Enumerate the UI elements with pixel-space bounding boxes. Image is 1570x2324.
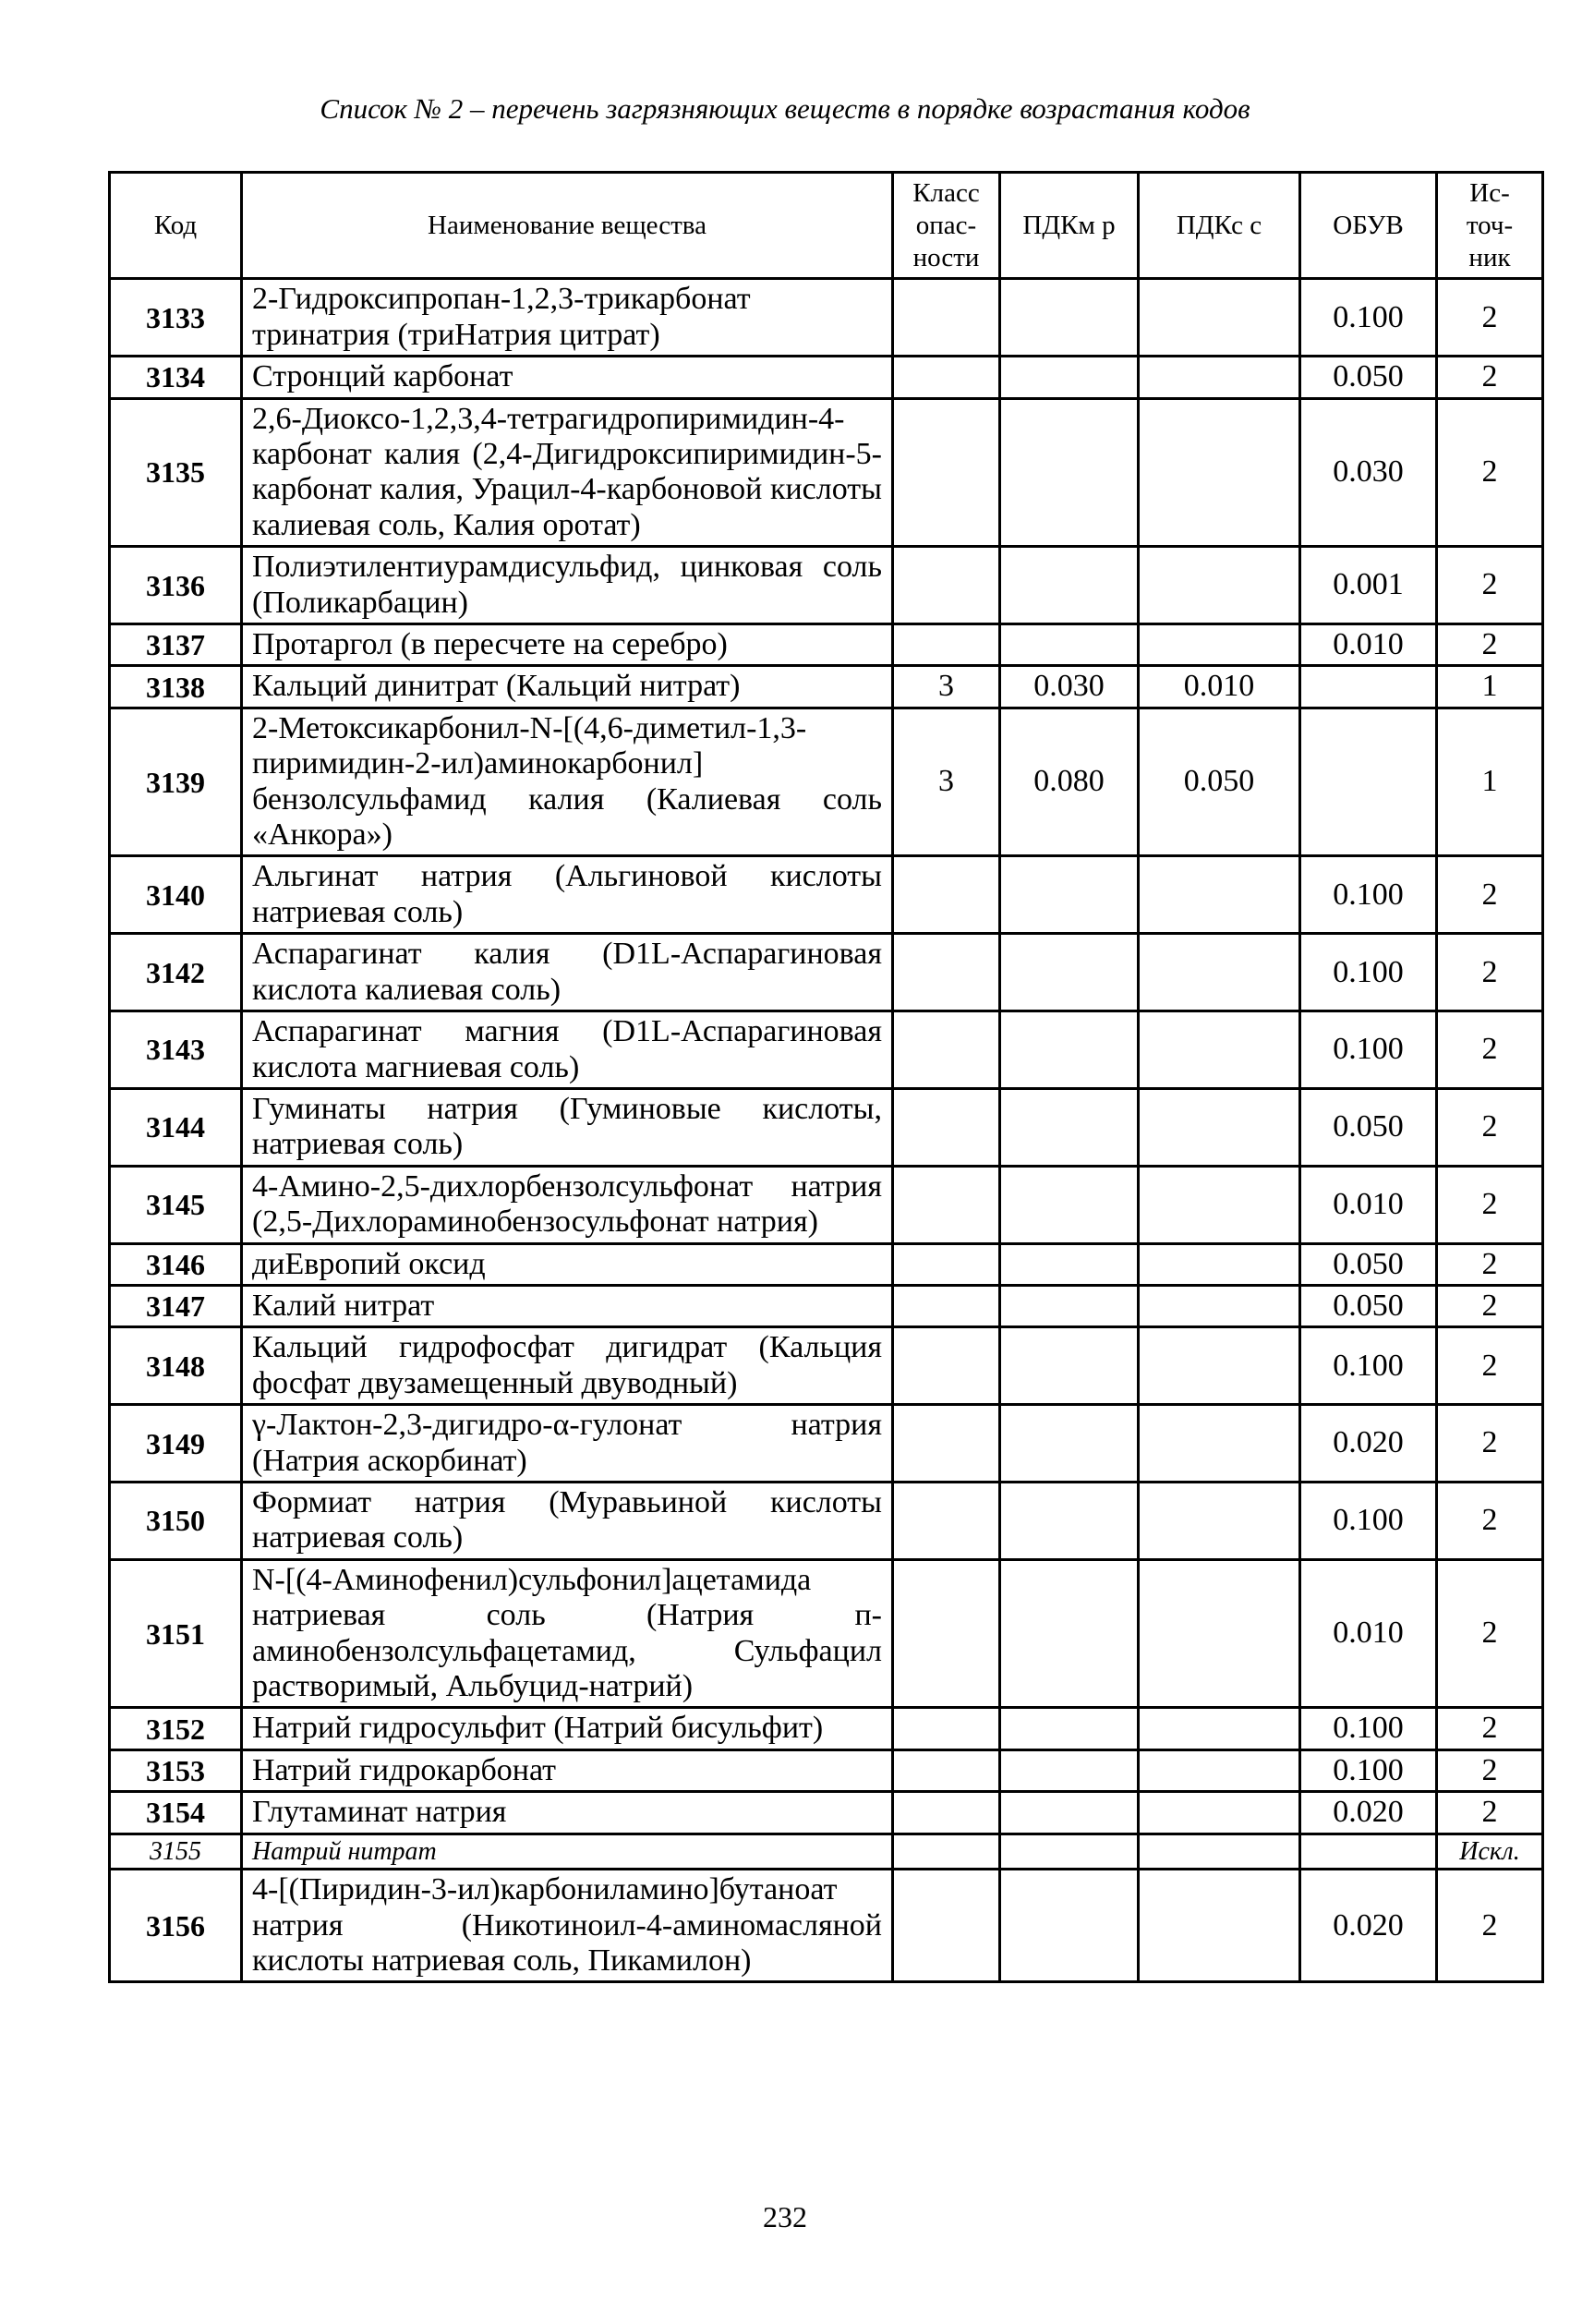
cell-pdk-ss (1139, 1559, 1300, 1708)
cell-code: 3147 (110, 1285, 242, 1326)
cell-code: 3154 (110, 1792, 242, 1834)
cell-hazard-class (893, 1088, 1000, 1166)
cell-hazard-class (893, 1243, 1000, 1285)
table-row (110, 666, 1543, 708)
cell-pdk-mr (1000, 1405, 1139, 1483)
cell-name: Натрий гидросульфит (Натрий бисульфит) (242, 1708, 893, 1749)
cell-code: 3134 (110, 357, 242, 398)
header-code: Код (110, 173, 242, 279)
cell-obuv (1300, 708, 1437, 856)
cell-pdk-ss (1139, 1243, 1300, 1285)
cell-name: Стронций карбонат (242, 357, 893, 398)
cell-source: 2 (1437, 1708, 1543, 1749)
cell-pdk-ss (1139, 1834, 1300, 1870)
table-row (110, 1834, 1543, 1870)
header-pdk-ss: ПДКс с (1139, 173, 1300, 279)
cell-obuv: 0.020 (1300, 1405, 1437, 1483)
cell-name: Полиэтилентиурамдисульфид, цинковая соль (Поликарбацин) (242, 547, 893, 624)
cell-obuv (1300, 1834, 1437, 1870)
cell-name: Кальций динитрат (Кальций нитрат) (242, 666, 893, 708)
cell-pdk-mr (1000, 547, 1139, 624)
cell-hazard-class (893, 1405, 1000, 1483)
cell-pdk-mr: 0.030 (1000, 666, 1139, 708)
cell-hazard-class (893, 1870, 1000, 1982)
cell-pdk-mr: 0.080 (1000, 708, 1139, 856)
table-row (110, 1559, 1543, 1708)
cell-name: Натрий нитрат (242, 1834, 893, 1870)
cell-pdk-ss (1139, 1011, 1300, 1089)
cell-obuv: 0.050 (1300, 1088, 1437, 1166)
cell-pdk-ss (1139, 547, 1300, 624)
cell-hazard-class (893, 1482, 1000, 1559)
cell-pdk-ss (1139, 934, 1300, 1011)
cell-name: Аспарагинат калия (D1L-Аспарагиновая кислота калиевая соль) (242, 934, 893, 1011)
table-row (110, 1405, 1543, 1483)
cell-code: 3153 (110, 1749, 242, 1791)
cell-pdk-mr (1000, 624, 1139, 666)
cell-name: Аспарагинат магния (D1L-Аспарагиновая кислота магниевая соль) (242, 1011, 893, 1089)
cell-name: диЕвропий оксид (242, 1243, 893, 1285)
cell-code: 3152 (110, 1708, 242, 1749)
cell-pdk-ss (1139, 1482, 1300, 1559)
cell-obuv: 0.030 (1300, 398, 1437, 547)
cell-obuv: 0.100 (1300, 934, 1437, 1011)
page-number: 232 (763, 2200, 807, 2233)
table-row (110, 1285, 1543, 1326)
cell-code: 3156 (110, 1870, 242, 1982)
cell-pdk-ss (1139, 1285, 1300, 1326)
cell-name: 4-[(Пиридин-3-ил)карбониламино]бутаноат натрия (Никотиноил-4-аминомасляной кислоты натриевая соль, Пикамилон) (242, 1870, 893, 1982)
cell-hazard-class: 3 (893, 708, 1000, 856)
cell-code: 3139 (110, 708, 242, 856)
cell-name: 2,6-Диоксо-1,2,3,4-тетрагидропиримидин-4-карбонат калия (2,4-Дигидроксипиримидин-5-карбонат калия, Урацил-4-карбоновой кислоты калиевая соль, Калия оротат) (242, 398, 893, 547)
cell-obuv: 0.010 (1300, 1559, 1437, 1708)
cell-hazard-class (893, 1792, 1000, 1834)
cell-name: Гуминаты натрия (Гуминовые кислоты, натриевая соль) (242, 1088, 893, 1166)
table-row (110, 1749, 1543, 1791)
cell-hazard-class (893, 1749, 1000, 1791)
cell-name: N-[(4-Аминофенил)сульфонил]ацетамида натриевая соль (Натрия п-аминобензолсульфацетамид, Сульфацил растворимый, Альбуцид-натрий) (242, 1559, 893, 1708)
cell-pdk-ss (1139, 856, 1300, 934)
cell-pdk-mr (1000, 934, 1139, 1011)
cell-pdk-ss: 0.050 (1139, 708, 1300, 856)
cell-source: 2 (1437, 1749, 1543, 1791)
cell-name: Формиат натрия (Муравьиной кислоты натриевая соль) (242, 1482, 893, 1559)
cell-source: 2 (1437, 357, 1543, 398)
cell-hazard-class (893, 1285, 1000, 1326)
cell-obuv: 0.001 (1300, 547, 1437, 624)
table-row (110, 1482, 1543, 1559)
cell-pdk-mr (1000, 1011, 1139, 1089)
cell-name: 4-Амино-2,5-дихлорбензолсульфонат натрия (2,5-Дихлораминобензосульфонат натрия) (242, 1166, 893, 1243)
cell-source: 2 (1437, 934, 1543, 1011)
cell-pdk-ss (1139, 398, 1300, 547)
table-row (110, 1088, 1543, 1166)
cell-code: 3150 (110, 1482, 242, 1559)
cell-name: γ-Лактон-2,3-дигидро-α-гулонат натрия (Натрия аскорбинат) (242, 1405, 893, 1483)
cell-obuv: 0.100 (1300, 279, 1437, 357)
header-name: Наименование вещества (242, 173, 893, 279)
cell-obuv: 0.100 (1300, 856, 1437, 934)
cell-hazard-class (893, 357, 1000, 398)
table-header-row (110, 173, 1543, 279)
cell-hazard-class (893, 1327, 1000, 1405)
cell-pdk-mr (1000, 1792, 1139, 1834)
header-source: Ис- точ- ник (1437, 173, 1543, 279)
cell-obuv: 0.100 (1300, 1482, 1437, 1559)
cell-code: 3138 (110, 666, 242, 708)
cell-name: Протаргол (в пересчете на серебро) (242, 624, 893, 666)
cell-obuv: 0.100 (1300, 1327, 1437, 1405)
table-row (110, 934, 1543, 1011)
cell-source: 2 (1437, 1166, 1543, 1243)
cell-pdk-mr (1000, 1834, 1139, 1870)
cell-pdk-mr (1000, 856, 1139, 934)
cell-pdk-ss: 0.010 (1139, 666, 1300, 708)
cell-pdk-mr (1000, 1870, 1139, 1982)
table-row (110, 1243, 1543, 1285)
cell-obuv: 0.100 (1300, 1011, 1437, 1089)
cell-pdk-mr (1000, 357, 1139, 398)
cell-code: 3137 (110, 624, 242, 666)
cell-pdk-mr (1000, 1088, 1139, 1166)
cell-obuv: 0.100 (1300, 1708, 1437, 1749)
page-title: Список № 2 – перечень загрязняющих веществ в порядке возрастания кодов (320, 92, 1250, 125)
cell-source: 2 (1437, 1243, 1543, 1285)
cell-pdk-mr (1000, 1327, 1139, 1405)
cell-obuv: 0.050 (1300, 1243, 1437, 1285)
cell-source: 1 (1437, 708, 1543, 856)
cell-pdk-ss (1139, 1327, 1300, 1405)
cell-code: 3151 (110, 1559, 242, 1708)
cell-source: Искл. (1437, 1834, 1543, 1870)
cell-name: Кальций гидрофосфат дигидрат (Кальция фосфат двузамещенный двуводный) (242, 1327, 893, 1405)
cell-code: 3146 (110, 1243, 242, 1285)
cell-source: 2 (1437, 1870, 1543, 1982)
table-row (110, 1792, 1543, 1834)
cell-pdk-ss (1139, 357, 1300, 398)
cell-source: 2 (1437, 1011, 1543, 1089)
cell-hazard-class (893, 934, 1000, 1011)
cell-hazard-class (893, 1166, 1000, 1243)
cell-obuv (1300, 666, 1437, 708)
cell-hazard-class (893, 1011, 1000, 1089)
cell-code: 3135 (110, 398, 242, 547)
cell-name: 2-Гидроксипропан-1,2,3-трикарбонат тринатрия (триНатрия цитрат) (242, 279, 893, 357)
cell-code: 3136 (110, 547, 242, 624)
cell-obuv: 0.020 (1300, 1870, 1437, 1982)
table-row (110, 1011, 1543, 1089)
cell-source: 2 (1437, 1559, 1543, 1708)
cell-pdk-mr (1000, 279, 1139, 357)
table-body (110, 279, 1543, 1982)
cell-code: 3144 (110, 1088, 242, 1166)
cell-hazard-class (893, 624, 1000, 666)
cell-hazard-class (893, 1708, 1000, 1749)
cell-pdk-ss (1139, 1088, 1300, 1166)
header-hazard-class: Класс опас- ности (893, 173, 1000, 279)
cell-source: 1 (1437, 666, 1543, 708)
cell-name: Калий нитрат (242, 1285, 893, 1326)
cell-code: 3142 (110, 934, 242, 1011)
cell-source: 2 (1437, 624, 1543, 666)
cell-hazard-class (893, 1559, 1000, 1708)
substances-table-container (108, 171, 1544, 1983)
table-row (110, 1327, 1543, 1405)
cell-pdk-ss (1139, 1708, 1300, 1749)
cell-hazard-class (893, 1834, 1000, 1870)
cell-obuv: 0.010 (1300, 624, 1437, 666)
cell-pdk-ss (1139, 624, 1300, 666)
cell-hazard-class (893, 856, 1000, 934)
table-row (110, 1166, 1543, 1243)
table-row (110, 1870, 1543, 1982)
cell-pdk-ss (1139, 1870, 1300, 1982)
cell-code: 3133 (110, 279, 242, 357)
cell-code: 3148 (110, 1327, 242, 1405)
cell-hazard-class: 3 (893, 666, 1000, 708)
cell-source: 2 (1437, 1482, 1543, 1559)
cell-source: 2 (1437, 279, 1543, 357)
cell-pdk-mr (1000, 1166, 1139, 1243)
table-row (110, 708, 1543, 856)
cell-pdk-mr (1000, 1243, 1139, 1285)
cell-pdk-mr (1000, 1482, 1139, 1559)
table-row (110, 1708, 1543, 1749)
cell-pdk-mr (1000, 1708, 1139, 1749)
cell-source: 2 (1437, 856, 1543, 934)
cell-obuv: 0.050 (1300, 357, 1437, 398)
cell-pdk-ss (1139, 1792, 1300, 1834)
cell-hazard-class (893, 279, 1000, 357)
cell-name: Альгинат натрия (Альгиновой кислоты натриевая соль) (242, 856, 893, 934)
cell-code: 3140 (110, 856, 242, 934)
cell-pdk-mr (1000, 1749, 1139, 1791)
cell-source: 2 (1437, 398, 1543, 547)
cell-source: 2 (1437, 1792, 1543, 1834)
cell-source: 2 (1437, 547, 1543, 624)
cell-pdk-mr (1000, 1285, 1139, 1326)
table-row (110, 398, 1543, 547)
table-row (110, 856, 1543, 934)
cell-pdk-ss (1139, 1166, 1300, 1243)
substances-table (108, 171, 1544, 1983)
cell-name: Натрий гидрокарбонат (242, 1749, 893, 1791)
cell-obuv: 0.020 (1300, 1792, 1437, 1834)
cell-source: 2 (1437, 1327, 1543, 1405)
cell-hazard-class (893, 398, 1000, 547)
cell-code: 3155 (110, 1834, 242, 1870)
cell-name: Глутаминат натрия (242, 1792, 893, 1834)
cell-obuv: 0.050 (1300, 1285, 1437, 1326)
cell-pdk-ss (1139, 279, 1300, 357)
header-pdk-mr: ПДКм р (1000, 173, 1139, 279)
table-row (110, 279, 1543, 357)
table-row (110, 547, 1543, 624)
table-row (110, 357, 1543, 398)
cell-pdk-ss (1139, 1749, 1300, 1791)
cell-hazard-class (893, 547, 1000, 624)
cell-pdk-mr (1000, 398, 1139, 547)
table-row (110, 624, 1543, 666)
cell-code: 3143 (110, 1011, 242, 1089)
cell-obuv: 0.010 (1300, 1166, 1437, 1243)
cell-name: 2-Метоксикарбонил-N-[(4,6-диметил-1,3-пиримидин-2-ил)аминокарбонил] бензолсульфамид калия (Калиевая соль «Анкора») (242, 708, 893, 856)
cell-obuv: 0.100 (1300, 1749, 1437, 1791)
cell-source: 2 (1437, 1285, 1543, 1326)
cell-pdk-ss (1139, 1405, 1300, 1483)
cell-code: 3145 (110, 1166, 242, 1243)
cell-source: 2 (1437, 1088, 1543, 1166)
cell-pdk-mr (1000, 1559, 1139, 1708)
cell-code: 3149 (110, 1405, 242, 1483)
header-obuv: ОБУВ (1300, 173, 1437, 279)
cell-source: 2 (1437, 1405, 1543, 1483)
